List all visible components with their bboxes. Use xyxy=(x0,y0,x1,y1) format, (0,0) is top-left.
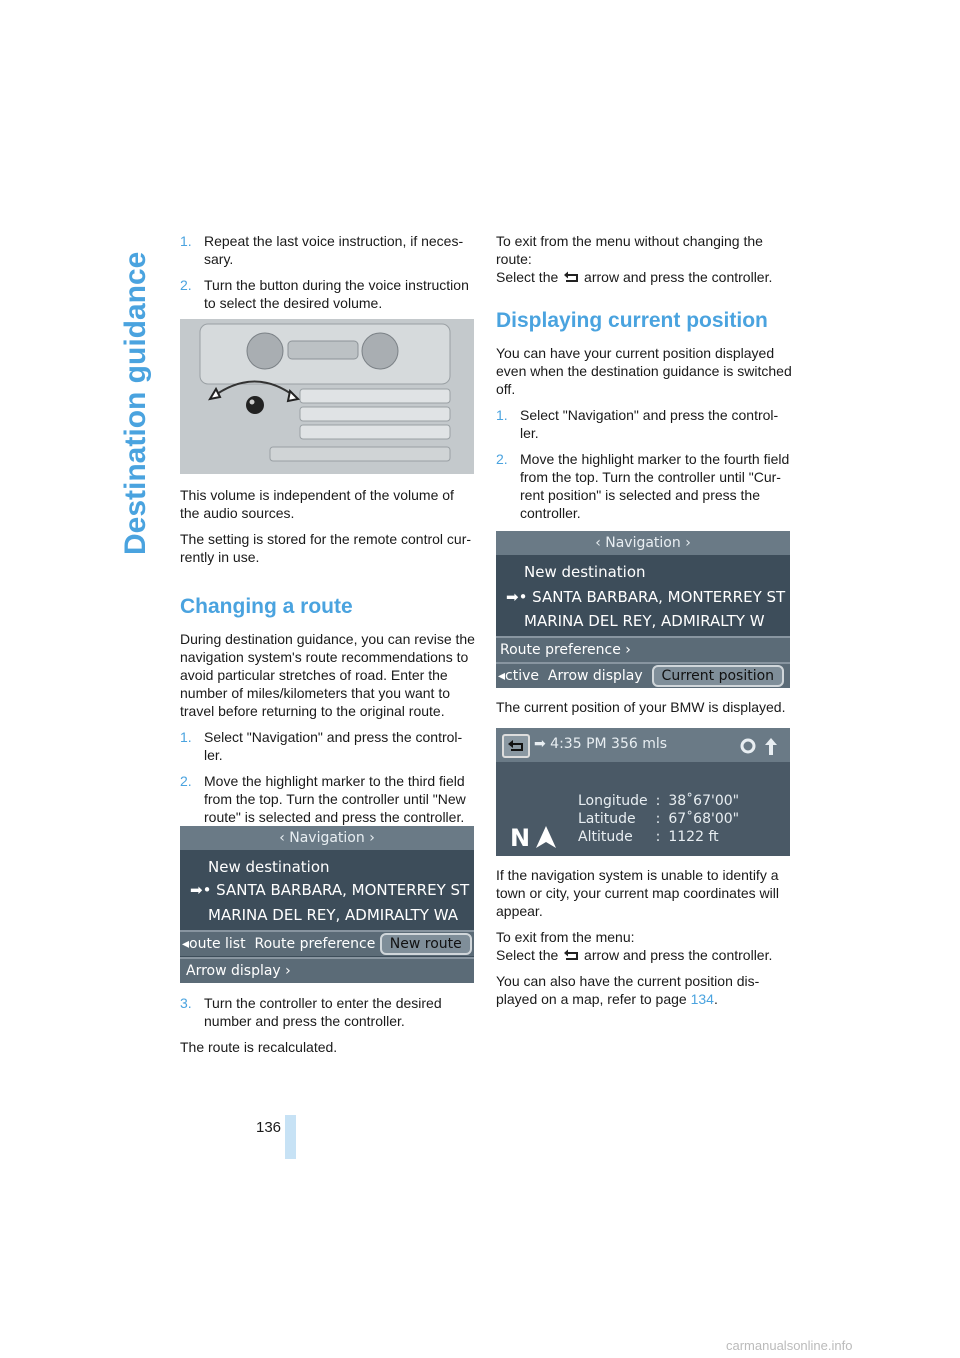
menu-new-destination: New destination xyxy=(208,858,330,876)
table-row: Altitude : 1122 ft xyxy=(578,829,719,845)
left-column-mid xyxy=(180,486,476,834)
para-change: During destination guidance, you can revise the navigation system's route recommendations to avoid particular stretches of road. Enter the number of miles/kilometers that you want to travel before returning to the original route. xyxy=(180,631,475,719)
table-row: Longitude : 38˚67'00" xyxy=(578,793,740,809)
para-volume: This volume is independent of the volume of the audio sources. xyxy=(180,487,454,521)
list-item: 2. Move the highlight marker to the third field from the top. Turn the controller until "New route" is selected and press the controller. xyxy=(180,773,466,825)
list-item: 3. Turn the controller to enter the desired number and press the controller. xyxy=(180,995,442,1029)
settings-icon xyxy=(738,735,782,757)
para-recalculated: The route is recalculated. xyxy=(180,1039,338,1055)
back-arrow-icon xyxy=(562,271,580,283)
para-unable: If the navigation system is unable to identify a town or city, your current map coordinates will appear. xyxy=(496,867,779,919)
screen-new-route xyxy=(180,826,474,983)
left-column xyxy=(180,232,476,320)
back-arrow-icon xyxy=(504,736,528,756)
para-position: You can have your current position displayed even when the destination guidance is switched off. xyxy=(496,345,792,397)
left-column-bottom xyxy=(180,994,476,1064)
coordinates-table xyxy=(578,792,747,846)
para-displayed: The current position of your BMW is displayed. xyxy=(496,699,786,715)
screen-menubar: ◂oute list Route preference New route xyxy=(180,932,474,956)
list-item: 1. Select "Navigation" and press the control- ler. xyxy=(180,729,463,763)
list-item: 1. Repeat the last voice instruction, if neces- sary. xyxy=(180,233,464,267)
menu-selected-new-route: New route xyxy=(380,933,472,955)
para-remote: The setting is stored for the remote control cur- rently in use. xyxy=(180,531,472,565)
list-item: 2. Turn the button during the voice instruction to select the desired volume. xyxy=(180,277,469,311)
steps-enter-number xyxy=(180,994,476,1030)
menu-destination: ➡• SANTA BARBARA, MONTERREY ST xyxy=(506,588,786,606)
menu-selected-current-position: Current position xyxy=(652,665,785,687)
menu-destination: ➡• SANTA BARBARA, MONTERREY ST xyxy=(190,881,470,899)
compass-letter: N xyxy=(510,824,531,852)
screen-header: ‹ Navigation › xyxy=(180,826,474,850)
steps-current-position xyxy=(496,406,796,522)
page-number-bar xyxy=(285,1115,296,1159)
heading-changing-route: Changing a route xyxy=(180,595,353,618)
back-button xyxy=(502,734,530,758)
page-link-134[interactable]: 134 xyxy=(690,991,714,1007)
watermark: carmanualsonline.info xyxy=(726,1338,853,1353)
menu-waypoint: MARINA DEL REY, ADMIRALTY W xyxy=(524,612,765,630)
screen-header: ‹ Navigation › xyxy=(496,531,790,555)
right-column-mid xyxy=(496,698,796,724)
right-column-bottom xyxy=(496,866,796,1016)
heading-current-position: Displaying current position xyxy=(496,309,768,332)
section-tab-label: Destination guidance xyxy=(119,251,152,555)
table-row: Latitude : 67˚68'00" xyxy=(578,811,740,827)
para-exit-route-select: Select the arrow and press the controller. xyxy=(496,269,773,285)
para-exit: To exit from the menu: xyxy=(496,929,635,945)
menu-waypoint: MARINA DEL REY, ADMIRALTY WA xyxy=(208,906,458,924)
section-tab xyxy=(118,225,154,555)
right-column-top xyxy=(496,232,796,530)
list-item: 2. Move the highlight marker to the fourth field from the top. Turn the controller until "Cur- rent position" is selected and press the controller. xyxy=(496,451,790,521)
screen-coordinates xyxy=(496,728,790,856)
steps-change-route xyxy=(180,728,476,826)
menu-route-preference: Route preference › xyxy=(496,638,790,662)
back-arrow-icon xyxy=(562,949,580,961)
status-text: ➡ 4:35 PM 356 mls xyxy=(534,736,668,752)
screen-menubar: ◂ctive Arrow display Current position xyxy=(496,664,790,688)
page-number: 136 xyxy=(256,1119,282,1136)
steps-volume xyxy=(180,232,476,312)
screen-current-position xyxy=(496,531,790,688)
para-exit-route: To exit from the menu without changing the route: xyxy=(496,233,763,267)
menu-arrow-display: Arrow display › xyxy=(180,959,474,983)
list-item: 1. Select "Navigation" and press the control- ler. xyxy=(496,407,779,441)
para-map: You can also have the current position dis- played on a map, refer to page 134. xyxy=(496,973,760,1007)
north-arrow-icon xyxy=(536,826,556,848)
menu-new-destination: New destination xyxy=(524,563,646,581)
para-exit-select: Select the arrow and press the controller. xyxy=(496,947,773,963)
radio-console-image xyxy=(180,319,474,474)
